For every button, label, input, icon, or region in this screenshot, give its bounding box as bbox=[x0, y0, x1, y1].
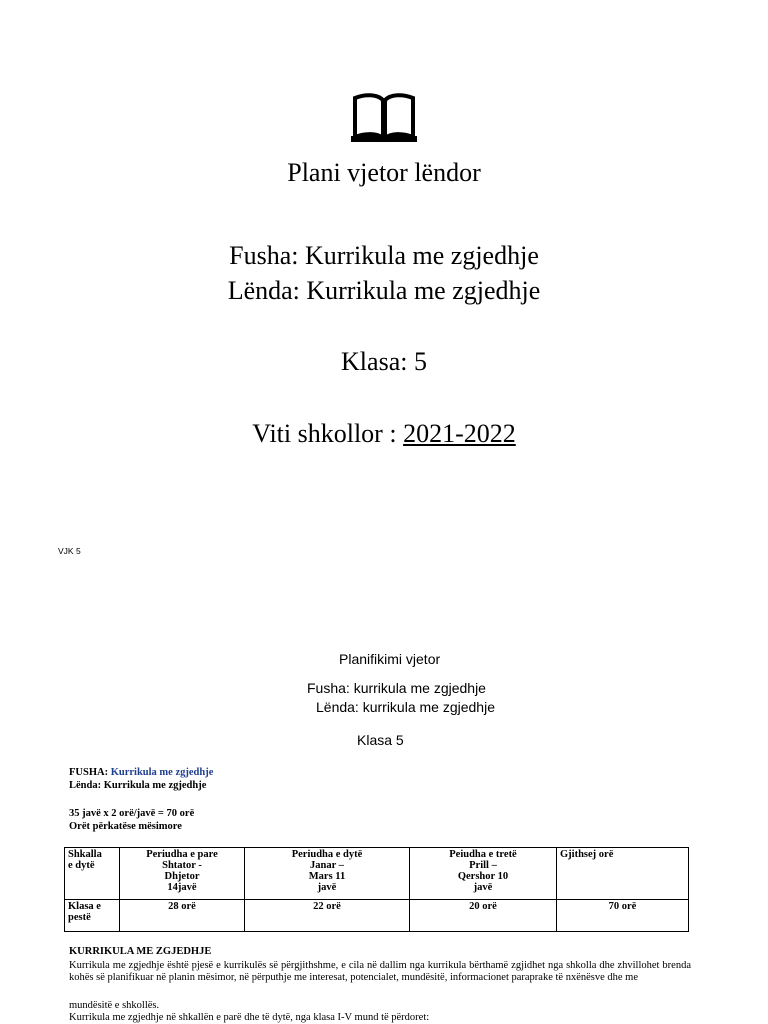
table-header-row bbox=[65, 848, 689, 900]
cover-fusha: Fusha: Kurrikula me zgjedhje bbox=[229, 241, 539, 270]
cover-klasa: Klasa: 5 bbox=[341, 347, 427, 376]
section-para-1: Kurrikula me zgjedhje është pjesë e kurrikulës së përgjithshme, e cila në dallim nga kurrikula bërthamë zgjidhet nga shkolla dhe zhvillohet brenda kohës së planifikuar në planin mësimor, në përputhje me interesat, potencialet, mundësitë, informacionet paraprake të nxënësve dhe me bbox=[69, 960, 691, 983]
doc-title: Plani vjetor lëndor bbox=[287, 158, 481, 187]
cell-total: 70 orë bbox=[557, 900, 689, 932]
book-icon bbox=[349, 92, 419, 144]
cover-lenda: Lënda: Kurrikula me zgjedhje bbox=[227, 276, 541, 305]
info-lenda: Lënda: Kurrikula me zgjedhje bbox=[69, 780, 207, 791]
info-fusha-label: FUSHA: bbox=[69, 767, 111, 778]
header-total: Gjithsej orë bbox=[557, 848, 689, 900]
cell-period-1: 28 orë bbox=[120, 900, 245, 932]
plan-fusha: Fusha: kurrikula me zgjedhje bbox=[307, 680, 486, 696]
plan-lenda: Lënda: kurrikula me zgjedhje bbox=[316, 699, 495, 715]
section-para-1-end: mundësitë e shkollës. bbox=[69, 1000, 160, 1011]
header-period-3: Peiudha e tretë Prill – Qershor 10 javë bbox=[410, 848, 557, 900]
info-fusha bbox=[69, 767, 213, 779]
info-hours-note: Orët përkatëse mësimore bbox=[69, 821, 182, 832]
header-period-1: Periudha e pare Shtator - Dhjetor 14javë bbox=[120, 848, 245, 900]
section-heading: KURRIKULA ME ZGJEDHJE bbox=[69, 946, 212, 957]
viti-label: Viti shkollor : bbox=[252, 419, 404, 448]
row-klasa: Klasa e pestë bbox=[65, 900, 120, 932]
header-shkalla: Shkalla e dytë bbox=[65, 848, 120, 900]
viti-value: 2021-2022 bbox=[403, 419, 516, 448]
cell-period-2: 22 orë bbox=[245, 900, 410, 932]
header-period-2: Periudha e dytë Janar – Mars 11 javë bbox=[245, 848, 410, 900]
section-para-2: Kurrikula me zgjedhje në shkallën e parë dhe të dytë, nga klasa I-V mund të përdoret: bbox=[69, 1012, 430, 1023]
info-weeks: 35 javë x 2 orë/javë = 70 orë bbox=[69, 808, 195, 819]
info-fusha-value: Kurrikula me zgjedhje bbox=[110, 767, 214, 778]
table-row bbox=[65, 900, 689, 932]
footer-code: VJK 5 bbox=[58, 546, 81, 556]
hours-table bbox=[64, 847, 689, 932]
cell-period-3: 20 orë bbox=[410, 900, 557, 932]
plan-title: Planifikimi vjetor bbox=[339, 651, 441, 667]
cover-viti bbox=[0, 418, 768, 450]
plan-klasa: Klasa 5 bbox=[357, 732, 404, 748]
